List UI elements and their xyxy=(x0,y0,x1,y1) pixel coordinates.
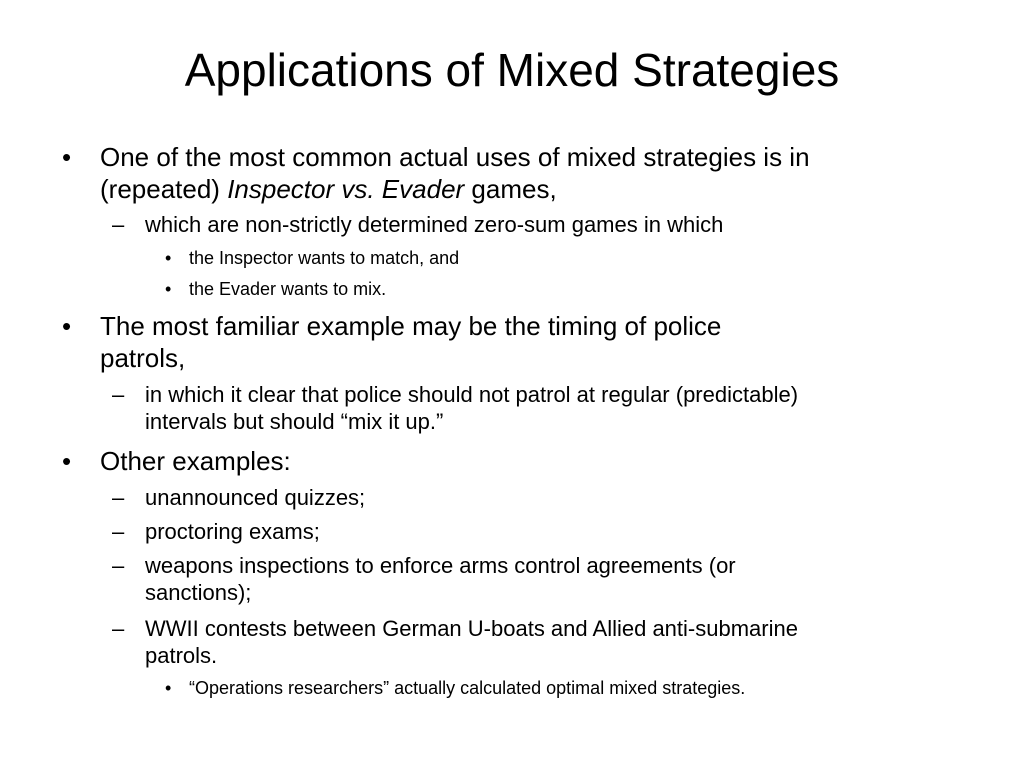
sub-bullet-text: which are non-strictly determined zero-sum games in which xyxy=(145,212,724,237)
sub-bullet-text: intervals but should “mix it up.” xyxy=(145,409,444,434)
sub-bullet-text: sanctions); xyxy=(145,580,252,605)
bullet-text: patrols, xyxy=(100,343,186,373)
bullet-marker: • xyxy=(62,142,72,172)
sub-bullet-marker: – xyxy=(112,485,125,510)
sub-sub-bullet-text: “Operations researchers” actually calculated optimal mixed strategies. xyxy=(189,678,746,698)
sub-bullet-marker: – xyxy=(112,553,125,578)
sub-bullet-text: WWII contests between German U-boats and Allied anti-submarine xyxy=(145,616,798,641)
bullet-marker: • xyxy=(62,446,72,476)
sub-bullet-text: unannounced quizzes; xyxy=(145,485,366,510)
bullet-text: Other examples: xyxy=(100,446,291,476)
sub-bullet-text: proctoring exams; xyxy=(145,519,320,544)
sub-bullet-text: in which it clear that police should not patrol at regular (predictable) xyxy=(145,382,799,407)
sub-bullet-text: patrols. xyxy=(145,643,218,668)
slide-title: Applications of Mixed Strategies xyxy=(184,44,840,96)
sub-sub-bullet-marker: • xyxy=(165,248,172,268)
sub-sub-bullet-marker: • xyxy=(165,678,172,698)
sub-bullet-text: weapons inspections to enforce arms control agreements (or xyxy=(145,553,736,578)
emphasis-text: Inspector vs. Evader xyxy=(227,174,465,204)
text-span: (repeated) xyxy=(100,174,228,204)
sub-sub-bullet-marker: • xyxy=(165,279,172,299)
text-span: games, xyxy=(464,174,557,204)
sub-bullet-marker: – xyxy=(112,616,125,641)
sub-bullet-marker: – xyxy=(112,212,125,237)
bullet-marker: • xyxy=(62,311,72,341)
sub-sub-bullet-text: the Evader wants to mix. xyxy=(189,279,387,299)
bullet-text: The most familiar example may be the timing of police xyxy=(100,311,722,341)
bullet-text xyxy=(100,174,557,204)
sub-bullet-marker: – xyxy=(112,382,125,407)
sub-sub-bullet-text: the Inspector wants to match, and xyxy=(189,248,460,268)
sub-bullet-marker: – xyxy=(112,519,125,544)
bullet-text: One of the most common actual uses of mixed strategies is in xyxy=(100,142,810,172)
